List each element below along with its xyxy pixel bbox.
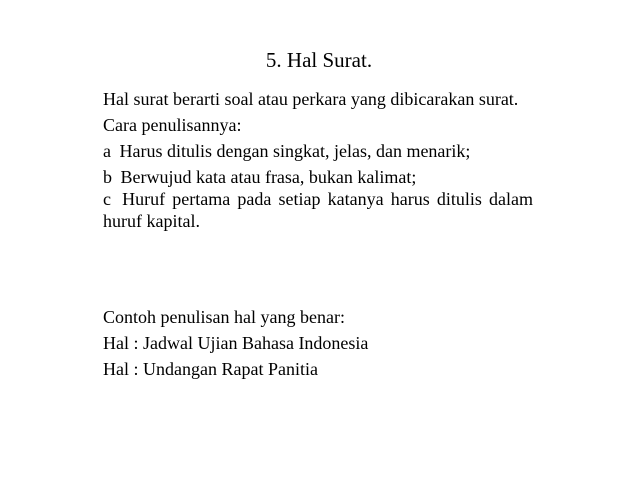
rule-item-b bbox=[103, 166, 533, 188]
definition-text: Hal surat berarti soal atau perkara yang dibicarakan surat. bbox=[103, 89, 519, 109]
examples-heading: Contoh penulisan hal yang benar: bbox=[103, 307, 345, 327]
rules-list bbox=[103, 140, 533, 232]
rule-letter: b bbox=[103, 167, 112, 187]
rule-item-a bbox=[103, 140, 533, 162]
rule-text: Huruf pertama pada setiap katanya harus ditulis dalam huruf kapital. bbox=[103, 189, 533, 231]
example-line: Hal : Jadwal Ujian Bahasa Indonesia bbox=[103, 333, 369, 353]
method-heading: Cara penulisannya: bbox=[103, 115, 242, 135]
rule-item-c bbox=[103, 188, 533, 232]
slide-title: 5. Hal Surat. bbox=[265, 48, 373, 72]
example-line: Hal : Undangan Rapat Panitia bbox=[103, 359, 318, 379]
rule-text: Harus ditulis dengan singkat, jelas, dan menarik; bbox=[119, 141, 471, 161]
rule-letter: a bbox=[103, 141, 111, 161]
rule-letter: c bbox=[103, 189, 111, 209]
slide-body bbox=[103, 88, 533, 232]
rule-text: Berwujud kata atau frasa, bukan kalimat; bbox=[120, 167, 417, 187]
examples-block bbox=[103, 304, 533, 382]
